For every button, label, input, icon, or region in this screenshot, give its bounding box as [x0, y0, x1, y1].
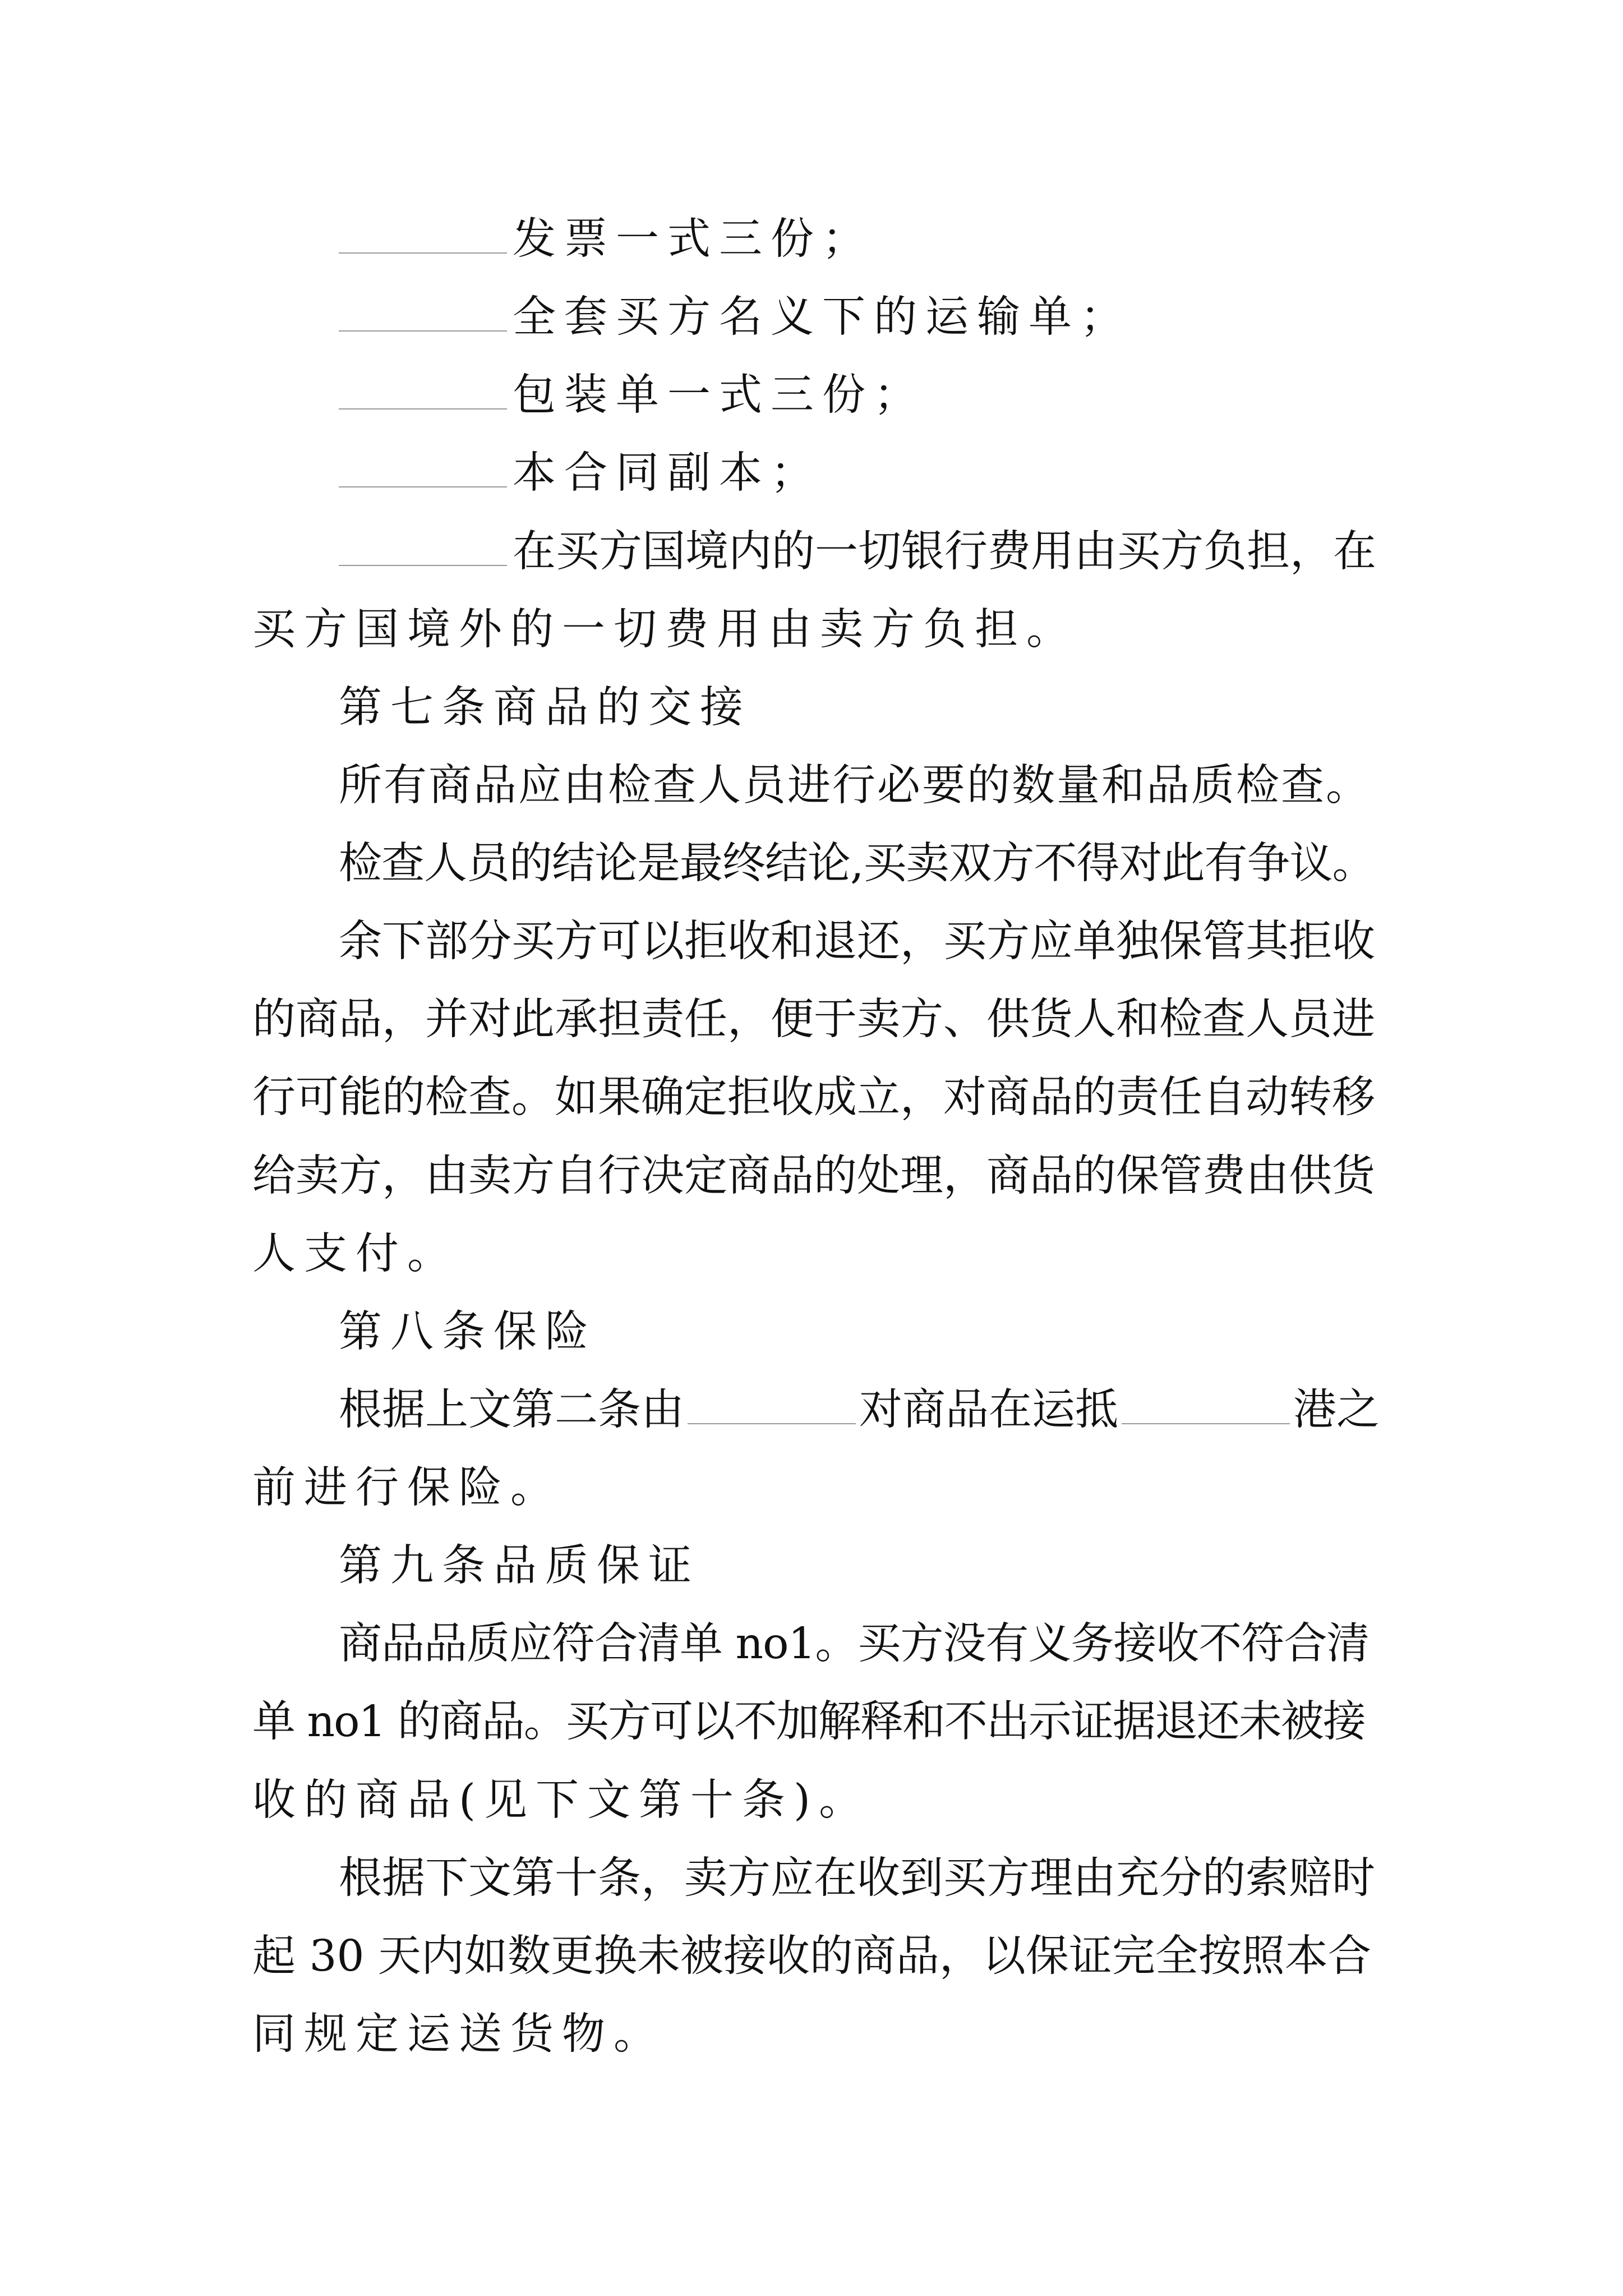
fill-blank	[339, 533, 507, 566]
line-text: 收的商品(见下文第十条)。	[252, 1775, 871, 1825]
doc-line-paragraph	[252, 1073, 1380, 1122]
line-text: 同规定运送货物。	[252, 2009, 665, 2059]
line-text: 根据下文第十条，卖方应在收到买方理由充分的索赔时	[339, 1853, 1375, 1903]
doc-line-contract-copy	[339, 448, 1380, 498]
doc-line-packing-list	[339, 370, 1380, 420]
line-text: 包装单一式三份；	[513, 370, 925, 420]
line-text: 检查人员的结论是最终结论,买卖双方不得对此有争议。	[339, 839, 1375, 889]
doc-line-paragraph	[252, 2009, 1380, 2059]
line-text: 人支付。	[252, 1229, 459, 1279]
doc-line-paragraph	[252, 1931, 1380, 1981]
fill-blank	[339, 455, 507, 487]
line-text: 所有商品应由检查人员进行必要的数量和品质检查。	[339, 761, 1371, 811]
line-text: 前进行保险。	[252, 1463, 562, 1513]
line-text: 买方国境外的一切费用由卖方负担。	[252, 605, 1078, 655]
doc-line-paragraph	[252, 1151, 1380, 1201]
section-heading-article-8	[339, 1307, 1380, 1357]
line-text: 发票一式三份；	[513, 214, 874, 264]
line-text: 本合同副本；	[513, 448, 822, 498]
doc-line-paragraph	[252, 605, 1380, 655]
doc-line-paragraph	[252, 1775, 1380, 1825]
line-text: 商品品质应符合清单 no1。买方没有义务接收不符合清	[339, 1619, 1370, 1669]
line-text: 起 30 天内如数更换未被接收的商品，以保证完全按照本合	[252, 1931, 1371, 1981]
section-heading-article-7	[339, 683, 1380, 733]
line-text: 行可能的检查。如果确定拒收成立，对商品的责任自动转移	[252, 1073, 1375, 1122]
heading-text: 第九条品质保证	[339, 1541, 700, 1591]
fill-blank	[339, 221, 507, 254]
heading-text: 第七条商品的交接	[339, 683, 751, 733]
doc-line-paragraph	[252, 1697, 1380, 1747]
doc-line-transport-docs	[339, 292, 1380, 342]
fill-blank	[339, 299, 507, 332]
fill-blank	[688, 1392, 856, 1424]
doc-line-paragraph	[252, 995, 1380, 1045]
doc-line-paragraph	[339, 1853, 1380, 1903]
line-text: 港之	[1293, 1385, 1380, 1435]
fill-blank	[1122, 1392, 1290, 1424]
line-text: 的商品，并对此承担责任，便于卖方、供货人和检查人员进	[252, 995, 1375, 1045]
line-text: 对商品在运抵	[859, 1385, 1118, 1435]
line-text: 给卖方，由卖方自行决定商品的处理，商品的保管费由供货	[252, 1151, 1375, 1201]
doc-line-bank-fees	[339, 527, 1380, 577]
line-text: 余下部分买方可以拒收和退还，买方应单独保管其拒收	[339, 917, 1375, 967]
doc-line-paragraph	[252, 1463, 1380, 1513]
fill-blank	[339, 377, 507, 409]
heading-text: 第八条保险	[339, 1307, 597, 1357]
doc-line-invoice	[339, 214, 1380, 264]
doc-line-paragraph	[339, 761, 1380, 811]
line-text: 在买方国境内的一切银行费用由买方负担，在	[513, 527, 1376, 577]
doc-line-paragraph	[339, 839, 1380, 889]
line-text: 根据上文第二条由	[339, 1385, 684, 1435]
doc-line-paragraph	[252, 1229, 1380, 1279]
section-heading-article-9	[339, 1541, 1380, 1591]
doc-line-paragraph	[339, 1619, 1380, 1669]
line-text: 单 no1 的商品。买方可以不加解释和不出示证据退还未被接	[252, 1697, 1365, 1747]
doc-line-paragraph	[339, 917, 1380, 967]
doc-line-insurance	[339, 1385, 1380, 1435]
line-text: 全套买方名义下的运输单；	[513, 292, 1132, 342]
